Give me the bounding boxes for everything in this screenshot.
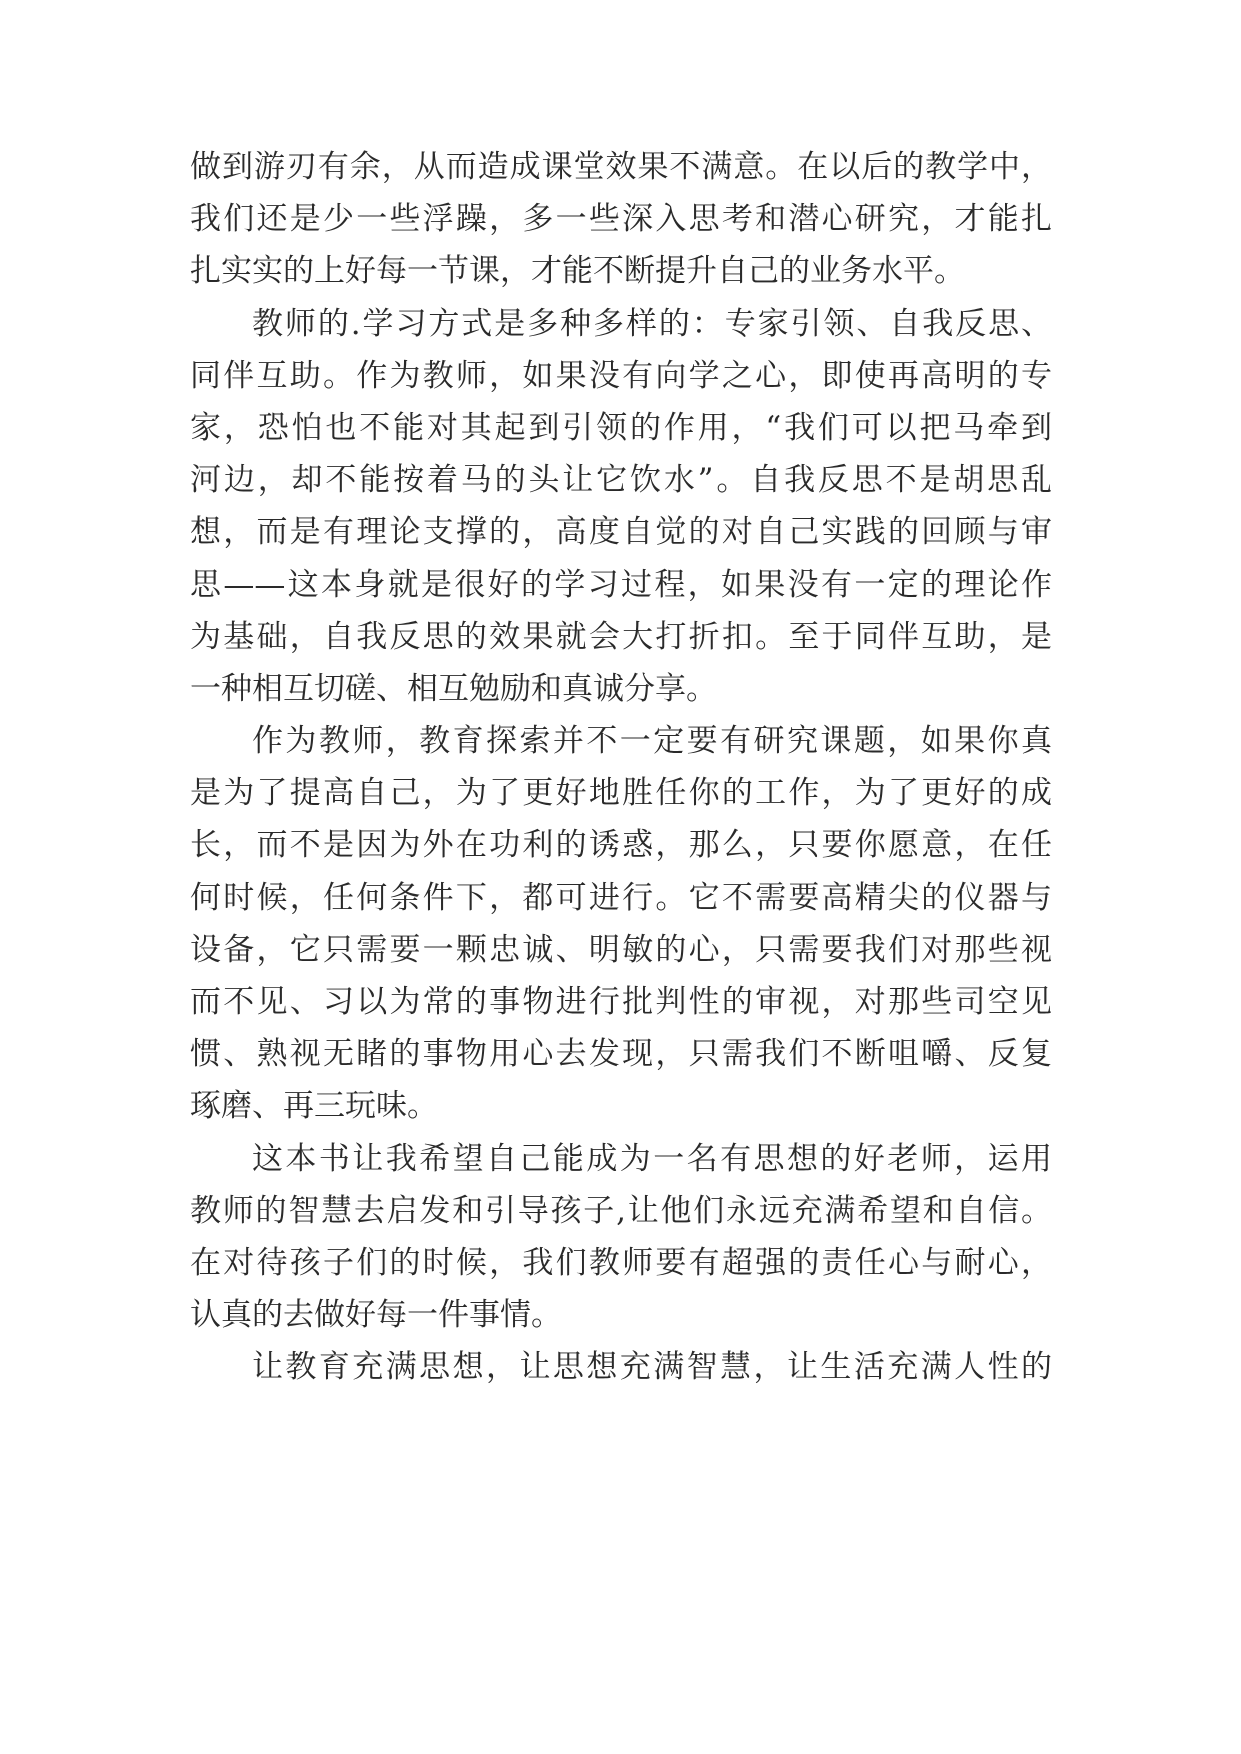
text-line: 河边，却不能按着马的头让它饮水”。自我反思不是胡思乱	[190, 462, 1052, 499]
text-line: 教师的智慧去启发和引导孩子,让他们永远充满希望和自信。	[190, 1192, 1052, 1229]
text-line: 作为教师，教育探索并不一定要有研究课题，如果你真	[252, 723, 1052, 760]
text-line: 同伴互助。作为教师，如果没有向学之心，即使再高明的专	[190, 357, 1052, 394]
text-line: 我们还是少一些浮躁，多一些深入思考和潜心研究，才能扎	[190, 201, 1052, 238]
paragraph	[190, 715, 1052, 1133]
text-line: 让教育充满思想，让思想充满智慧，让生活充满人性的	[252, 1349, 1052, 1386]
text-line: 一种相互切磋、相互勉励和真诚分享。	[190, 670, 717, 707]
text-line: 想，而是有理论支撑的，高度自觉的对自己实践的回顾与审	[190, 514, 1052, 551]
text-line: 家，恐怕也不能对其起到引领的作用，“我们可以把马牵到	[190, 409, 1052, 446]
text-line: 而不见、习以为常的事物进行批判性的审视，对那些司空见	[190, 984, 1052, 1020]
text-line: 何时候，任何条件下，都可进行。它不需要高精尖的仪器与	[190, 879, 1052, 916]
paragraph	[190, 1341, 1052, 1393]
text-line: 琢磨、再三玩味。	[190, 1088, 438, 1125]
text-line: 惯、熟视无睹的事物用心去发现，只需我们不断咀嚼、反复	[190, 1036, 1052, 1073]
text-line: 思——这本身就是很好的学习过程，如果没有一定的理论作	[190, 566, 1052, 603]
paragraph	[190, 141, 1052, 298]
document-page-body	[190, 141, 1052, 1394]
text-line: 在对待孩子们的时候，我们教师要有超强的责任心与耐心，	[190, 1244, 1052, 1281]
paragraph	[190, 298, 1052, 716]
text-line: 是为了提高自己，为了更好地胜任你的工作，为了更好的成	[190, 775, 1052, 812]
text-line: 认真的去做好每一件事情。	[190, 1297, 562, 1334]
paragraph	[190, 1133, 1052, 1342]
text-line: 设备，它只需要一颗忠诚、明敏的心，只需要我们对那些视	[190, 931, 1052, 968]
text-line: 做到游刃有余，从而造成课堂效果不满意。在以后的教学中，	[190, 149, 1052, 185]
text-line: 为基础，自我反思的效果就会大打折扣。至于同伴互助，是	[190, 618, 1052, 655]
text-line: 扎实实的上好每一节课，才能不断提升自己的业务水平。	[190, 253, 965, 290]
text-line: 教师的.学习方式是多种多样的：专家引领、自我反思、	[252, 305, 1052, 342]
text-line: 长，而不是因为外在功利的诱惑，那么，只要你愿意，在任	[190, 827, 1052, 864]
text-line: 这本书让我希望自己能成为一名有思想的好老师，运用	[252, 1140, 1052, 1177]
